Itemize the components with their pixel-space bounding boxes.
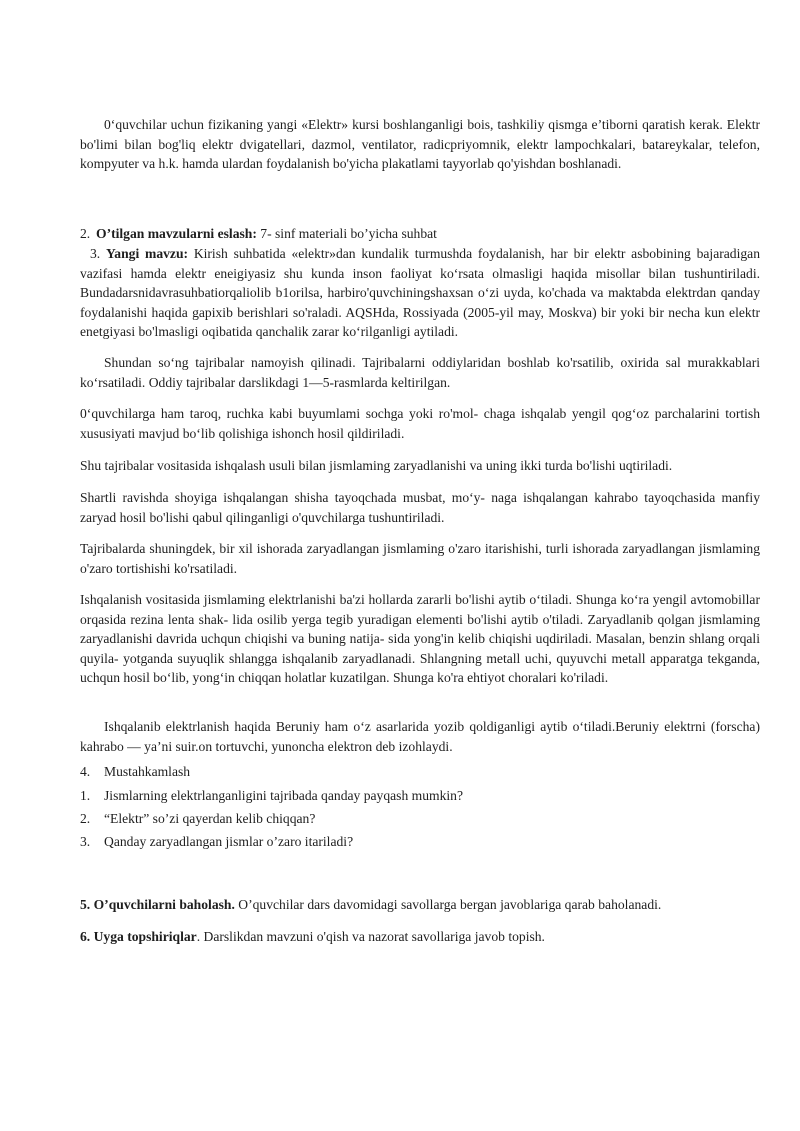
question-item (80, 786, 760, 806)
body-paragraph: Ishqalanib elektrlanish haqida Beruniy ham o‘z asarlarida yozib qoldiganligi aytib o‘tiladi.Beruniy elektrni (forscha) kahrabo — ya’ni suir.on tortuvchi, yunoncha elektron deb izohlaydi. (80, 719, 760, 754)
section-6-line (80, 927, 760, 947)
question-item (80, 832, 760, 852)
section-2-number: 2. (80, 226, 91, 241)
intro-paragraph: 0‘quvchilar uchun fizikaning yangi «Elektr» kursi boshlanganligi bois, tashkiliy qismga e’tiborni qaratish kerak. Elektr bo'limi bilan bog'liq elektr dvigatellari, dazmol, ventilator, radicpriyomnik, elektr lampochkalari, batareykalar, telefon, kompyuter va h.k. hamda ulardan foydalanish bo'yicha plakatlami tayyorlab qo'yishdan boshlanadi. (80, 117, 760, 172)
section-2-line (80, 224, 760, 244)
question-text: Qanday zaryadlangan jismlar o’zaro itariladi? (104, 834, 354, 849)
section-3-paragraph (80, 244, 760, 342)
body-paragraph: Shundan so‘ng tajribalar namoyish qilinadi. Tajribalarni oddiylaridan boshlab ko'rsatilib, oxirida sal murakkablari ko‘rsatiladi. Oddiy tajribalar darslikdagi 1—5-rasmlarda keltirilgan. (80, 355, 760, 390)
section-3-title: Yangi mavzu: (105, 246, 189, 261)
section-4-title: Mustahkamlash (104, 764, 191, 779)
section-4-heading (80, 762, 760, 782)
section-5-line (80, 895, 760, 915)
section-5-title: 5. O’quvchilarni baholash. (80, 897, 235, 912)
body-paragraph: 0‘quvchilarga ham taroq, ruchka kabi buyumlami sochga yoki ro'mol- chaga ishqalab yengil qog‘oz parchalarini tortish xususiyati mavjud bo‘lib qolishiga ishonch hosil qildiriladi. (80, 406, 760, 441)
section-3-text: Kirish suhbatida «elektr»dan kundalik turmushda foydalanish, har bir elektr asbobining bajaradigan vazifasi hamda elektr eneigiyasiz shu kunda inson faoliyat ko‘rsata olmasligi haqida misollar bilan tushuntiriladi. Bundadarsnidavrasuhbatiorqaliolib b1orilsa, harbiro'quvchiningshaxsan o‘zi uyda, ko'chada va maktabda elektrdan qanday foydalanishi haqida gapixib berishlari so'raladi. AQSHda, Rossiyada (2005-yil may, Moskva) bir yoki bir necha kun elektr enetgiyasi bo'lmasligi oqibatida qanchalik zarar ko‘rilganligi aytiladi. (80, 246, 761, 340)
question-text: Jismlarning elektrlanganligini tajribada qanday payqash mumkin? (104, 788, 464, 803)
body-paragraph: Ishqalanish vositasida jismlaming elektrlanishi ba'zi hollarda zararli bo'lishi aytib o‘tiladi. Shunga ko‘ra yengil avtomobillar orqasida rezina lenta shak- lida osilib yerga tegib yuradigan elementi bo'lishi aytib o'tiladi. Zaryadlanib qolgan jismlaming zaryadlanishi davrida uchqun chiqishi va buning natija- sida yong'in kelib chiqishi uqdiriladi. Masalan, benzin shlang orqali quyila- yotganda suyuqlik shlangga ishqalanib zaryadlanadi. Shlangning metall uchi, quyuvchi metall apparatga tekganda, uchqun hosil bo‘lib, yong‘in chiqqan holatlar kuzatilgan. Shunga ko'ra ehtiyot choralari ko'riladi. (80, 592, 760, 686)
question-number: 1. (80, 788, 91, 803)
question-number: 2. (80, 811, 91, 826)
body-paragraph: Tajribalarda shuningdek, bir xil ishorada zaryadlangan jismlaming o'zaro itarishishi, turli ishorada zaryadlangan jismlaming o'zaro tortishishi ko'rsatiladi. (80, 541, 760, 576)
section-2-text: 7- sinf materiali bo’yicha suhbat (256, 226, 437, 241)
question-text: “Elektr” so’zi qayerdan kelib chiqqan? (104, 811, 316, 826)
question-number: 3. (80, 834, 91, 849)
body-paragraph: Shu tajribalar vositasida ishqalash usuli bilan jismlaming zaryadlanishi va uning ikki turda bo'lishi uqtiriladi. (80, 458, 673, 473)
section-3-number: 3. (90, 246, 101, 261)
body-paragraph: Shartli ravishda shoyiga ishqalangan shisha tayoqchada musbat, mo‘y- naga ishqalangan kahrabo tayoqchasida manfiy zaryad hosil bo'lishi qabul qilinganligi o'quvchilarga tushuntiriladi. (80, 490, 760, 525)
section-6-text: . Darslikdan mavzuni o'qish va nazorat savollariga javob topish. (196, 929, 545, 944)
section-6-title: 6. Uyga topshiriqlar (80, 929, 197, 944)
section-5-text: O’quvchilar dars davomidagi savollarga bergan javoblariga qarab baholanadi. (234, 897, 662, 912)
section-2-title: O’tilgan mavzularni eslash: (96, 226, 257, 241)
question-item (80, 809, 760, 829)
section-4-number: 4. (80, 764, 91, 779)
